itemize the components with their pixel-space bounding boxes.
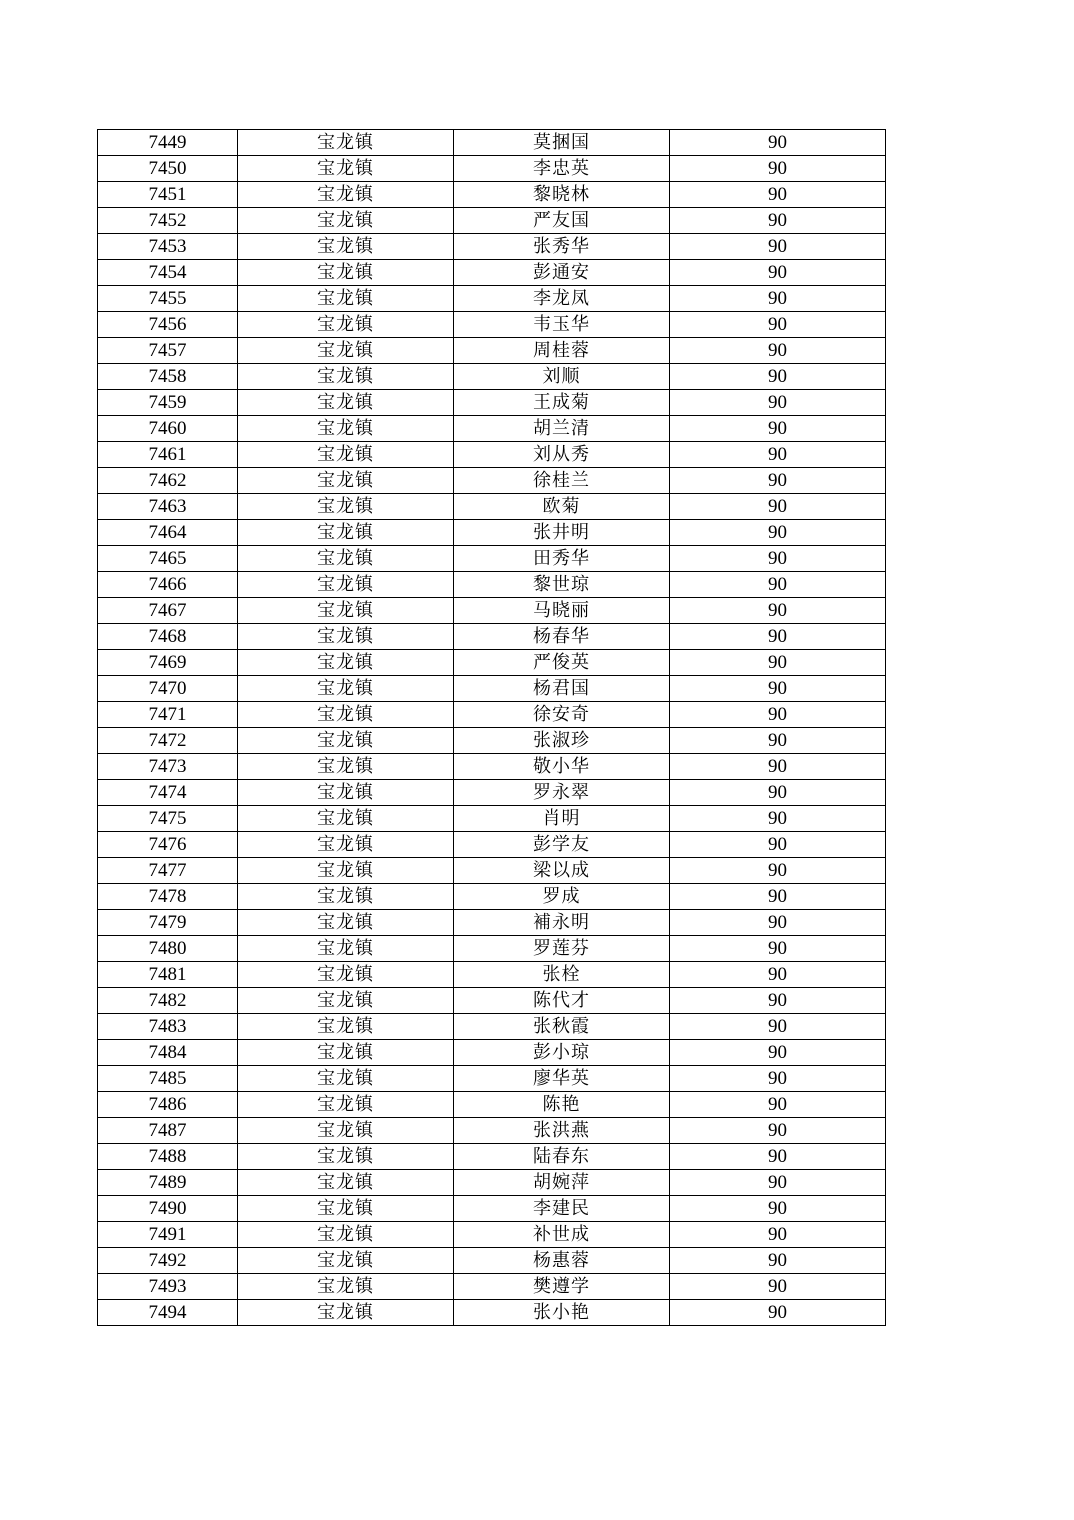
table-row — [98, 910, 886, 936]
row-number-cell: 7483 — [98, 1014, 238, 1040]
town-cell: 宝龙镇 — [238, 936, 454, 962]
value-cell: 90 — [670, 598, 886, 624]
table-row — [98, 676, 886, 702]
row-number-cell: 7484 — [98, 1040, 238, 1066]
value-cell: 90 — [670, 806, 886, 832]
table-row — [98, 442, 886, 468]
table-row — [98, 1040, 886, 1066]
value-cell: 90 — [670, 182, 886, 208]
person-name-cell: 李龙凤 — [454, 286, 670, 312]
town-cell: 宝龙镇 — [238, 1092, 454, 1118]
table-row — [98, 598, 886, 624]
person-name-cell: 廖华英 — [454, 1066, 670, 1092]
row-number-cell: 7458 — [98, 364, 238, 390]
row-number-cell: 7485 — [98, 1066, 238, 1092]
value-cell: 90 — [670, 988, 886, 1014]
person-name-cell: 黎晓林 — [454, 182, 670, 208]
table-row — [98, 364, 886, 390]
table-row — [98, 130, 886, 156]
value-cell: 90 — [670, 832, 886, 858]
town-cell: 宝龙镇 — [238, 1040, 454, 1066]
row-number-cell: 7487 — [98, 1118, 238, 1144]
person-name-cell: 彭学友 — [454, 832, 670, 858]
row-number-cell: 7460 — [98, 416, 238, 442]
person-name-cell: 罗莲芬 — [454, 936, 670, 962]
person-name-cell: 张小艳 — [454, 1300, 670, 1326]
person-name-cell: 张秀华 — [454, 234, 670, 260]
table-row — [98, 312, 886, 338]
town-cell: 宝龙镇 — [238, 156, 454, 182]
row-number-cell: 7471 — [98, 702, 238, 728]
row-number-cell: 7466 — [98, 572, 238, 598]
row-number-cell: 7480 — [98, 936, 238, 962]
value-cell: 90 — [670, 338, 886, 364]
table-row — [98, 1144, 886, 1170]
person-name-cell: 罗成 — [454, 884, 670, 910]
town-cell: 宝龙镇 — [238, 338, 454, 364]
town-cell: 宝龙镇 — [238, 676, 454, 702]
town-cell: 宝龙镇 — [238, 312, 454, 338]
table-row — [98, 1066, 886, 1092]
town-cell: 宝龙镇 — [238, 1170, 454, 1196]
row-number-cell: 7470 — [98, 676, 238, 702]
row-number-cell: 7491 — [98, 1222, 238, 1248]
person-name-cell: 杨惠蓉 — [454, 1248, 670, 1274]
town-cell: 宝龙镇 — [238, 1196, 454, 1222]
table-row — [98, 702, 886, 728]
person-name-cell: 张栓 — [454, 962, 670, 988]
person-name-cell: 刘顺 — [454, 364, 670, 390]
town-cell: 宝龙镇 — [238, 208, 454, 234]
value-cell: 90 — [670, 910, 886, 936]
town-cell: 宝龙镇 — [238, 702, 454, 728]
row-number-cell: 7469 — [98, 650, 238, 676]
person-name-cell: 张井明 — [454, 520, 670, 546]
town-cell: 宝龙镇 — [238, 182, 454, 208]
value-cell: 90 — [670, 858, 886, 884]
value-cell: 90 — [670, 312, 886, 338]
town-cell: 宝龙镇 — [238, 234, 454, 260]
table-row — [98, 624, 886, 650]
value-cell: 90 — [670, 364, 886, 390]
value-cell: 90 — [670, 1274, 886, 1300]
value-cell: 90 — [670, 416, 886, 442]
town-cell: 宝龙镇 — [238, 728, 454, 754]
person-name-cell: 陈艳 — [454, 1092, 670, 1118]
table-row — [98, 1274, 886, 1300]
value-cell: 90 — [670, 676, 886, 702]
person-name-cell: 杨君国 — [454, 676, 670, 702]
person-name-cell: 张淑珍 — [454, 728, 670, 754]
value-cell: 90 — [670, 572, 886, 598]
person-name-cell: 王成菊 — [454, 390, 670, 416]
row-number-cell: 7477 — [98, 858, 238, 884]
row-number-cell: 7468 — [98, 624, 238, 650]
row-number-cell: 7461 — [98, 442, 238, 468]
table-row — [98, 650, 886, 676]
value-cell: 90 — [670, 754, 886, 780]
row-number-cell: 7456 — [98, 312, 238, 338]
town-cell: 宝龙镇 — [238, 390, 454, 416]
town-cell: 宝龙镇 — [238, 546, 454, 572]
town-cell: 宝龙镇 — [238, 1248, 454, 1274]
row-number-cell: 7449 — [98, 130, 238, 156]
table-row — [98, 936, 886, 962]
value-cell: 90 — [670, 650, 886, 676]
person-name-cell: 梁以成 — [454, 858, 670, 884]
table-row — [98, 1092, 886, 1118]
row-number-cell: 7478 — [98, 884, 238, 910]
row-number-cell: 7476 — [98, 832, 238, 858]
table-row — [98, 156, 886, 182]
row-number-cell: 7482 — [98, 988, 238, 1014]
table-body — [98, 130, 886, 1326]
person-name-cell: 严友国 — [454, 208, 670, 234]
table-row — [98, 988, 886, 1014]
value-cell: 90 — [670, 156, 886, 182]
value-cell: 90 — [670, 130, 886, 156]
table-row — [98, 572, 886, 598]
value-cell: 90 — [670, 884, 886, 910]
value-cell: 90 — [670, 390, 886, 416]
table-row — [98, 884, 886, 910]
person-name-cell: 徐安奇 — [454, 702, 670, 728]
table-row — [98, 728, 886, 754]
value-cell: 90 — [670, 962, 886, 988]
person-name-cell: 张秋霞 — [454, 1014, 670, 1040]
town-cell: 宝龙镇 — [238, 598, 454, 624]
row-number-cell: 7488 — [98, 1144, 238, 1170]
town-cell: 宝龙镇 — [238, 260, 454, 286]
row-number-cell: 7489 — [98, 1170, 238, 1196]
row-number-cell: 7450 — [98, 156, 238, 182]
table-row — [98, 390, 886, 416]
row-number-cell: 7467 — [98, 598, 238, 624]
value-cell: 90 — [670, 520, 886, 546]
row-number-cell: 7472 — [98, 728, 238, 754]
town-cell: 宝龙镇 — [238, 442, 454, 468]
row-number-cell: 7486 — [98, 1092, 238, 1118]
person-name-cell: 敬小华 — [454, 754, 670, 780]
town-cell: 宝龙镇 — [238, 1144, 454, 1170]
value-cell: 90 — [670, 546, 886, 572]
person-name-cell: 田秀华 — [454, 546, 670, 572]
table-row — [98, 1196, 886, 1222]
table-row — [98, 208, 886, 234]
table-row — [98, 780, 886, 806]
town-cell: 宝龙镇 — [238, 806, 454, 832]
table-row — [98, 338, 886, 364]
town-cell: 宝龙镇 — [238, 364, 454, 390]
row-number-cell: 7490 — [98, 1196, 238, 1222]
row-number-cell: 7474 — [98, 780, 238, 806]
town-cell: 宝龙镇 — [238, 780, 454, 806]
value-cell: 90 — [670, 1170, 886, 1196]
value-cell: 90 — [670, 1144, 886, 1170]
town-cell: 宝龙镇 — [238, 130, 454, 156]
row-number-cell: 7455 — [98, 286, 238, 312]
value-cell: 90 — [670, 1300, 886, 1326]
town-cell: 宝龙镇 — [238, 650, 454, 676]
value-cell: 90 — [670, 208, 886, 234]
table-row — [98, 962, 886, 988]
row-number-cell: 7492 — [98, 1248, 238, 1274]
town-cell: 宝龙镇 — [238, 1066, 454, 1092]
town-cell: 宝龙镇 — [238, 988, 454, 1014]
table-row — [98, 286, 886, 312]
value-cell: 90 — [670, 260, 886, 286]
person-name-cell: 杨春华 — [454, 624, 670, 650]
value-cell: 90 — [670, 624, 886, 650]
table-row — [98, 416, 886, 442]
town-cell: 宝龙镇 — [238, 1014, 454, 1040]
table-row — [98, 546, 886, 572]
value-cell: 90 — [670, 1196, 886, 1222]
data-table — [97, 129, 886, 1326]
table-row — [98, 234, 886, 260]
value-cell: 90 — [670, 728, 886, 754]
value-cell: 90 — [670, 1092, 886, 1118]
value-cell: 90 — [670, 702, 886, 728]
table-row — [98, 520, 886, 546]
row-number-cell: 7459 — [98, 390, 238, 416]
value-cell: 90 — [670, 1014, 886, 1040]
table-row — [98, 1248, 886, 1274]
person-name-cell: 莫捆国 — [454, 130, 670, 156]
row-number-cell: 7493 — [98, 1274, 238, 1300]
town-cell: 宝龙镇 — [238, 910, 454, 936]
person-name-cell: 黎世琼 — [454, 572, 670, 598]
person-name-cell: 周桂蓉 — [454, 338, 670, 364]
town-cell: 宝龙镇 — [238, 624, 454, 650]
table-row — [98, 260, 886, 286]
town-cell: 宝龙镇 — [238, 1118, 454, 1144]
person-name-cell: 胡婉萍 — [454, 1170, 670, 1196]
value-cell: 90 — [670, 1222, 886, 1248]
town-cell: 宝龙镇 — [238, 494, 454, 520]
row-number-cell: 7463 — [98, 494, 238, 520]
person-name-cell: 肖明 — [454, 806, 670, 832]
town-cell: 宝龙镇 — [238, 520, 454, 546]
row-number-cell: 7473 — [98, 754, 238, 780]
person-name-cell: 马晓丽 — [454, 598, 670, 624]
value-cell: 90 — [670, 468, 886, 494]
row-number-cell: 7451 — [98, 182, 238, 208]
town-cell: 宝龙镇 — [238, 754, 454, 780]
town-cell: 宝龙镇 — [238, 858, 454, 884]
value-cell: 90 — [670, 494, 886, 520]
row-number-cell: 7494 — [98, 1300, 238, 1326]
table-row — [98, 1118, 886, 1144]
town-cell: 宝龙镇 — [238, 1274, 454, 1300]
town-cell: 宝龙镇 — [238, 286, 454, 312]
table-row — [98, 494, 886, 520]
town-cell: 宝龙镇 — [238, 572, 454, 598]
row-number-cell: 7453 — [98, 234, 238, 260]
value-cell: 90 — [670, 1040, 886, 1066]
row-number-cell: 7464 — [98, 520, 238, 546]
person-name-cell: 韦玉华 — [454, 312, 670, 338]
row-number-cell: 7479 — [98, 910, 238, 936]
table-row — [98, 806, 886, 832]
person-name-cell: 補永明 — [454, 910, 670, 936]
table-row — [98, 754, 886, 780]
row-number-cell: 7475 — [98, 806, 238, 832]
value-cell: 90 — [670, 234, 886, 260]
person-name-cell: 张洪燕 — [454, 1118, 670, 1144]
person-name-cell: 李建民 — [454, 1196, 670, 1222]
town-cell: 宝龙镇 — [238, 832, 454, 858]
table-row — [98, 468, 886, 494]
table-row — [98, 182, 886, 208]
row-number-cell: 7452 — [98, 208, 238, 234]
person-name-cell: 彭通安 — [454, 260, 670, 286]
town-cell: 宝龙镇 — [238, 1300, 454, 1326]
value-cell: 90 — [670, 286, 886, 312]
person-name-cell: 刘从秀 — [454, 442, 670, 468]
value-cell: 90 — [670, 780, 886, 806]
row-number-cell: 7481 — [98, 962, 238, 988]
table-row — [98, 832, 886, 858]
value-cell: 90 — [670, 1118, 886, 1144]
person-name-cell: 欧菊 — [454, 494, 670, 520]
person-name-cell: 罗永翠 — [454, 780, 670, 806]
row-number-cell: 7457 — [98, 338, 238, 364]
person-name-cell: 徐桂兰 — [454, 468, 670, 494]
table-row — [98, 1300, 886, 1326]
row-number-cell: 7454 — [98, 260, 238, 286]
person-name-cell: 陆春东 — [454, 1144, 670, 1170]
town-cell: 宝龙镇 — [238, 468, 454, 494]
table-row — [98, 1014, 886, 1040]
value-cell: 90 — [670, 442, 886, 468]
table-row — [98, 1222, 886, 1248]
row-number-cell: 7465 — [98, 546, 238, 572]
town-cell: 宝龙镇 — [238, 962, 454, 988]
person-name-cell: 补世成 — [454, 1222, 670, 1248]
town-cell: 宝龙镇 — [238, 884, 454, 910]
person-name-cell: 李忠英 — [454, 156, 670, 182]
person-name-cell: 陈代才 — [454, 988, 670, 1014]
row-number-cell: 7462 — [98, 468, 238, 494]
person-name-cell: 胡兰清 — [454, 416, 670, 442]
value-cell: 90 — [670, 1248, 886, 1274]
value-cell: 90 — [670, 936, 886, 962]
person-name-cell: 严俊英 — [454, 650, 670, 676]
town-cell: 宝龙镇 — [238, 416, 454, 442]
value-cell: 90 — [670, 1066, 886, 1092]
table-row — [98, 1170, 886, 1196]
town-cell: 宝龙镇 — [238, 1222, 454, 1248]
person-name-cell: 彭小琼 — [454, 1040, 670, 1066]
person-name-cell: 樊遵学 — [454, 1274, 670, 1300]
table-row — [98, 858, 886, 884]
